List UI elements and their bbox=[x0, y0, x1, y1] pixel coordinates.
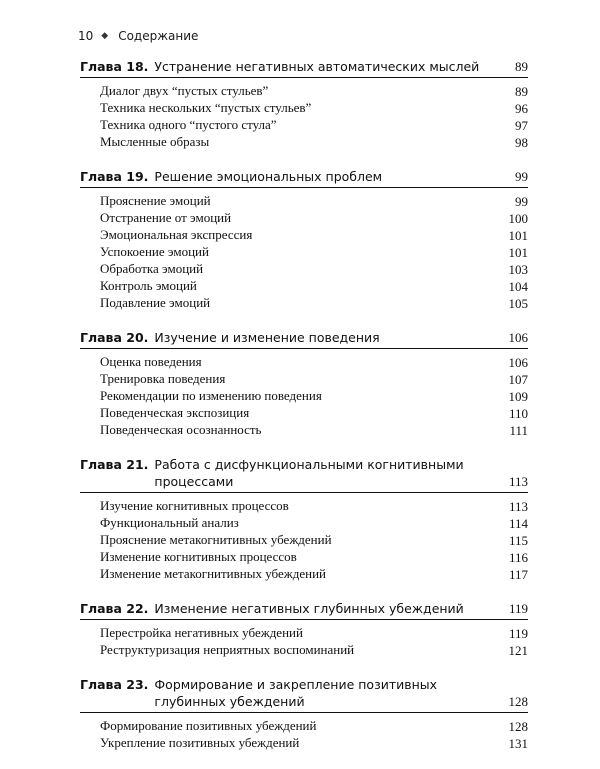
chapter-title: Работа с дисфункциональными когнитивными процессами bbox=[154, 457, 464, 489]
entry-page-number: 110 bbox=[508, 406, 528, 421]
toc-entry[interactable] bbox=[80, 117, 528, 134]
toc-entry[interactable] bbox=[80, 354, 528, 371]
entry-title: Изменение когнитивных процессов bbox=[100, 549, 297, 564]
chapter-title: Изменение негативных глубинных убеждений bbox=[154, 601, 464, 616]
toc-entry[interactable] bbox=[80, 388, 528, 405]
toc-entry[interactable] bbox=[80, 193, 528, 210]
entry-page-number: 101 bbox=[508, 228, 528, 243]
chapter-title-wrap bbox=[80, 600, 509, 617]
running-title: Содержание bbox=[118, 29, 199, 43]
entry-page-number: 113 bbox=[508, 499, 528, 514]
entry-page-number: 104 bbox=[508, 279, 528, 294]
entry-title: Изменение метакогнитивных убеждений bbox=[100, 566, 327, 581]
chapter-heading[interactable] bbox=[80, 676, 528, 713]
entry-title: Тренировка поведения bbox=[100, 371, 226, 386]
toc-entry[interactable] bbox=[80, 549, 528, 566]
entry-page-number: 97 bbox=[515, 118, 528, 133]
entry-page-number: 109 bbox=[508, 389, 528, 404]
entry-page-number: 98 bbox=[515, 135, 528, 150]
entry-title: Отстранение от эмоций bbox=[100, 210, 232, 225]
running-header bbox=[78, 29, 198, 43]
table-of-contents bbox=[80, 58, 528, 769]
chapter-block bbox=[80, 600, 528, 659]
entry-title: Реструктуризация неприятных воспоминаний bbox=[100, 642, 355, 657]
chapter-label: Глава 20. bbox=[80, 330, 149, 345]
entry-title: Поведенческая экспозиция bbox=[100, 405, 250, 420]
entry-title: Оценка поведения bbox=[100, 354, 202, 369]
entry-page-number: 119 bbox=[508, 626, 528, 641]
chapter-title: Формирование и закрепление позитивных глубинных убеждений bbox=[154, 677, 438, 709]
entry-title: Укрепление позитивных убеждений bbox=[100, 735, 300, 750]
toc-entry[interactable] bbox=[80, 735, 528, 752]
chapter-title-wrap bbox=[80, 58, 515, 75]
toc-entry[interactable] bbox=[80, 371, 528, 388]
entry-title: Эмоциональная экспрессия bbox=[100, 227, 253, 242]
entry-page-number: 100 bbox=[508, 211, 528, 226]
toc-entry[interactable] bbox=[80, 134, 528, 151]
chapter-block bbox=[80, 58, 528, 151]
chapter-label: Глава 22. bbox=[80, 601, 149, 616]
toc-entry[interactable] bbox=[80, 227, 528, 244]
entry-page-number: 106 bbox=[508, 355, 528, 370]
entry-title: Техника нескольких “пустых стульев” bbox=[100, 100, 312, 115]
toc-entry[interactable] bbox=[80, 718, 528, 735]
entry-page-number: 107 bbox=[508, 372, 528, 387]
chapter-title: Изучение и изменение поведения bbox=[154, 330, 380, 345]
chapter-label: Глава 21. bbox=[80, 457, 149, 472]
toc-entry[interactable] bbox=[80, 566, 528, 583]
entry-title: Функциональный анализ bbox=[100, 515, 239, 530]
toc-entry[interactable] bbox=[80, 210, 528, 227]
chapter-page-number: 89 bbox=[515, 59, 528, 74]
entry-page-number: 115 bbox=[508, 533, 528, 548]
entry-title: Контроль эмоций bbox=[100, 278, 197, 293]
chapter-title-wrap bbox=[80, 676, 509, 710]
page-number: 10 bbox=[78, 29, 94, 43]
chapter-label: Глава 23. bbox=[80, 677, 149, 692]
chapter-page-number: 119 bbox=[508, 601, 528, 616]
entry-title: Поведенческая осознанность bbox=[100, 422, 262, 437]
chapter-heading[interactable] bbox=[80, 600, 528, 620]
chapter-page-number: 128 bbox=[508, 694, 528, 709]
entry-title: Успокоение эмоций bbox=[100, 244, 209, 259]
toc-entry[interactable] bbox=[80, 261, 528, 278]
entry-page-number: 116 bbox=[508, 550, 528, 565]
entry-title: Рекомендации по изменению поведения bbox=[100, 388, 322, 403]
chapter-title-wrap bbox=[80, 456, 509, 490]
chapter-label: Глава 18. bbox=[80, 59, 149, 74]
entry-title: Изучение когнитивных процессов bbox=[100, 498, 289, 513]
chapter-title-wrap bbox=[80, 168, 515, 185]
toc-entry[interactable] bbox=[80, 100, 528, 117]
entry-page-number: 111 bbox=[509, 423, 528, 438]
chapter-block bbox=[80, 456, 528, 583]
chapter-block bbox=[80, 676, 528, 752]
toc-entry[interactable] bbox=[80, 515, 528, 532]
entry-title: Обработка эмоций bbox=[100, 261, 204, 276]
entry-title: Техника одного “пустого стула” bbox=[100, 117, 277, 132]
toc-entry[interactable] bbox=[80, 532, 528, 549]
chapter-title: Решение эмоциональных проблем bbox=[154, 169, 383, 184]
chapter-title-wrap bbox=[80, 329, 509, 346]
entry-page-number: 101 bbox=[508, 245, 528, 260]
toc-entry[interactable] bbox=[80, 405, 528, 422]
entry-page-number: 121 bbox=[508, 643, 528, 658]
chapter-block bbox=[80, 168, 528, 312]
entry-title: Формирование позитивных убеждений bbox=[100, 718, 317, 733]
chapter-heading[interactable] bbox=[80, 58, 528, 78]
chapter-block bbox=[80, 329, 528, 439]
entry-title: Прояснение эмоций bbox=[100, 193, 211, 208]
entry-page-number: 96 bbox=[515, 101, 528, 116]
chapter-page-number: 99 bbox=[515, 169, 528, 184]
chapter-page-number: 106 bbox=[508, 330, 528, 345]
toc-entry[interactable] bbox=[80, 498, 528, 515]
entry-title: Прояснение метакогнитивных убеждений bbox=[100, 532, 332, 547]
toc-entry[interactable] bbox=[80, 625, 528, 642]
toc-entry[interactable] bbox=[80, 83, 528, 100]
chapter-page-number: 113 bbox=[508, 474, 528, 489]
entry-page-number: 89 bbox=[515, 84, 528, 99]
chapter-heading[interactable] bbox=[80, 456, 528, 493]
toc-entry[interactable] bbox=[80, 422, 528, 439]
entry-title: Мысленные образы bbox=[100, 134, 210, 149]
entry-page-number: 128 bbox=[508, 719, 528, 734]
chapter-title: Устранение негативных автоматических мыслей bbox=[154, 59, 480, 74]
toc-entry[interactable] bbox=[80, 642, 528, 659]
chapter-label: Глава 19. bbox=[80, 169, 149, 184]
entry-page-number: 99 bbox=[515, 194, 528, 209]
diamond-separator-icon: ◆ bbox=[101, 31, 109, 41]
entry-page-number: 103 bbox=[508, 262, 528, 277]
chapter-heading[interactable] bbox=[80, 329, 528, 349]
entry-page-number: 105 bbox=[508, 296, 528, 311]
chapter-heading[interactable] bbox=[80, 168, 528, 188]
entry-title: Перестройка негативных убеждений bbox=[100, 625, 303, 640]
toc-entry[interactable] bbox=[80, 278, 528, 295]
toc-entry[interactable] bbox=[80, 295, 528, 312]
entry-page-number: 114 bbox=[508, 516, 528, 531]
entry-page-number: 117 bbox=[508, 567, 528, 582]
entry-title: Подавление эмоций bbox=[100, 295, 211, 310]
toc-entry[interactable] bbox=[80, 244, 528, 261]
entry-page-number: 131 bbox=[508, 736, 528, 751]
entry-title: Диалог двух “пустых стульев” bbox=[100, 83, 269, 98]
